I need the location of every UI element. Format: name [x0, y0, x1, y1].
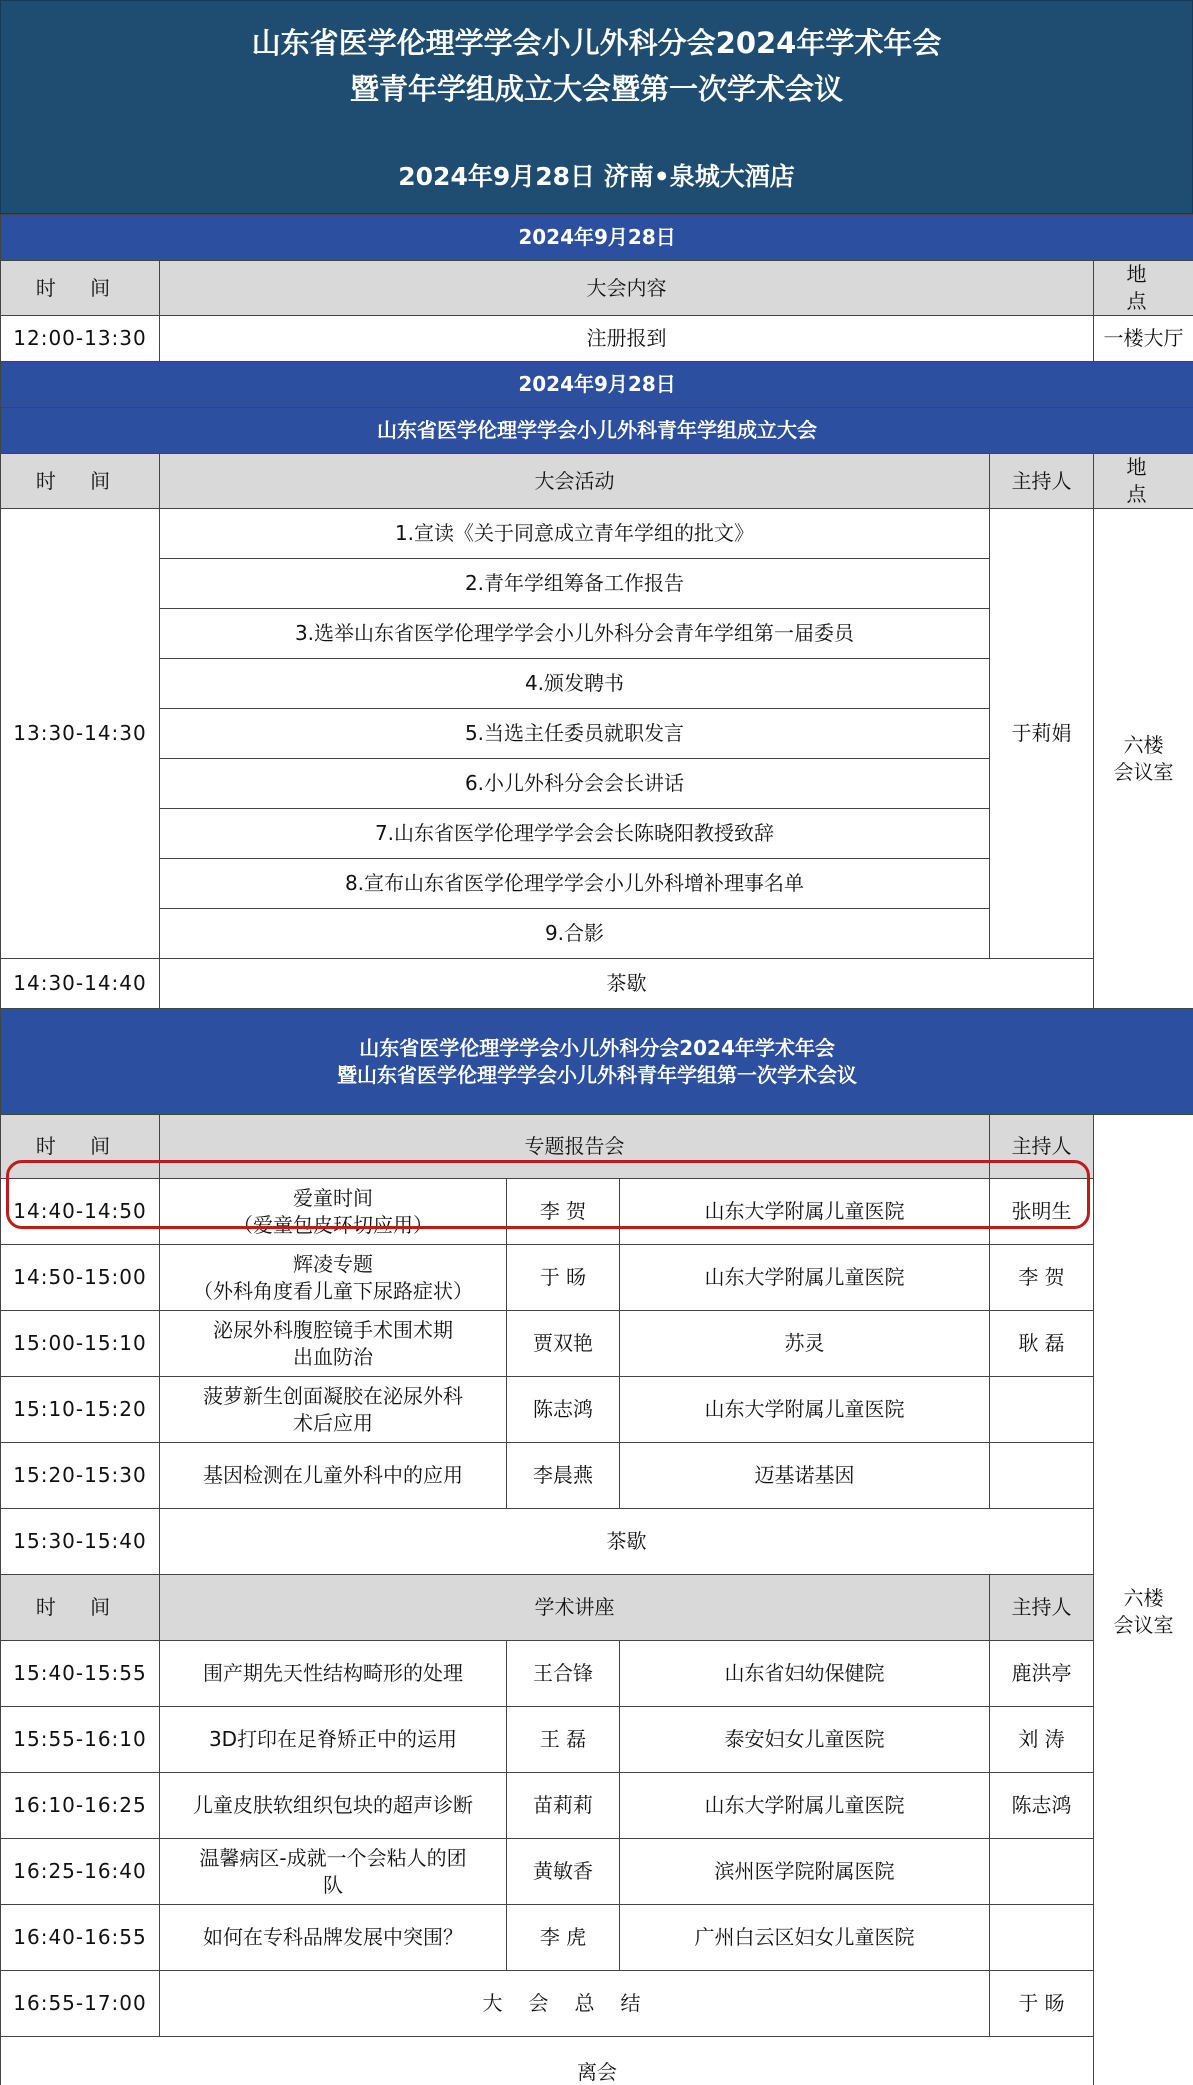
- lecture-org: 广州白云区妇女儿童医院: [620, 1905, 990, 1971]
- section2-col-activity: 大会活动: [160, 454, 990, 509]
- lecture-speaker: 黄敏香: [507, 1839, 620, 1905]
- lecture-host: [990, 1905, 1094, 1971]
- report-time: 15:20-15:30: [1, 1443, 160, 1509]
- lecture-host: 陈志鸿: [990, 1773, 1094, 1839]
- ceremony-item: 8.宣布山东省医学伦理学学会小儿外科增补理事名单: [160, 859, 990, 909]
- report-org: 山东大学附属儿童医院: [620, 1377, 990, 1443]
- lecture-org: 泰安妇女儿童医院: [620, 1707, 990, 1773]
- ceremony-item: 2.青年学组筹备工作报告: [160, 559, 990, 609]
- lecture-host: [990, 1839, 1094, 1905]
- ceremony-item: 1.宣读《关于同意成立青年学组的批文》: [160, 509, 990, 559]
- lecture-col-time: 时 间: [1, 1575, 160, 1641]
- lecture-org: 滨州医学院附属医院: [620, 1839, 990, 1905]
- section1-date-band: 2024年9月28日: [1, 215, 1193, 261]
- lecture-speaker: 苗莉莉: [507, 1773, 620, 1839]
- break1-label: 茶歇: [160, 959, 1094, 1009]
- conference-title-line2: 暨青年学组成立大会暨第一次学术会议: [349, 72, 843, 106]
- ceremony-item: 9.合影: [160, 909, 990, 959]
- registration-place: 一楼大厅: [1094, 316, 1193, 362]
- lecture-speaker: 王合锋: [507, 1641, 620, 1707]
- report-topic: 辉凌专题 （外科角度看儿童下尿路症状）: [160, 1245, 507, 1311]
- lecture-time: 16:25-16:40: [1, 1839, 160, 1905]
- section3-col-host: 主持人: [990, 1115, 1094, 1179]
- section3-title-line1: 山东省医学伦理学学会小儿外科分会2024年学术年会: [359, 1035, 835, 1060]
- registration-time: 12:00-13:30: [1, 316, 160, 362]
- section3-place: 六楼 会议室: [1094, 1115, 1193, 2085]
- lecture-topic: 温馨病区-成就一个会粘人的团 队: [160, 1839, 507, 1905]
- section2-col-place: 地 点: [1094, 454, 1193, 509]
- lecture-org: 山东大学附属儿童医院: [620, 1773, 990, 1839]
- ceremony-time: 13:30-14:30: [1, 509, 160, 959]
- section2-col-host: 主持人: [990, 454, 1094, 509]
- lecture-host: 鹿洪亭: [990, 1641, 1094, 1707]
- lecture-topic: 围产期先天性结构畸形的处理: [160, 1641, 507, 1707]
- section3-title-band: [1, 1009, 1193, 1115]
- section1-col-time: 时 间: [1, 261, 160, 316]
- conference-header: [0, 0, 1193, 214]
- report-time: 15:00-15:10: [1, 1311, 160, 1377]
- report-org: 迈基诺基因: [620, 1443, 990, 1509]
- report-topic: 爱童时间 （爱童包皮环切应用）: [160, 1179, 507, 1245]
- section3-col-time: 时 间: [1, 1115, 160, 1179]
- ceremony-host: 于莉娟: [990, 509, 1094, 959]
- lecture-org: 山东省妇幼保健院: [620, 1641, 990, 1707]
- ceremony-item: 7.山东省医学伦理学学会会长陈晓阳教授致辞: [160, 809, 990, 859]
- ceremony-place: 六楼 会议室: [1094, 509, 1193, 1009]
- section3-col-topic: 专题报告会: [160, 1115, 990, 1179]
- lecture-speaker: 李 虎: [507, 1905, 620, 1971]
- report-speaker: 于 旸: [507, 1245, 620, 1311]
- conference-title-line1: 山东省医学伦理学学会小儿外科分会2024年学术年会: [251, 26, 942, 60]
- ceremony-item: 6.小儿外科分会会长讲话: [160, 759, 990, 809]
- lecture-col-topic: 学术讲座: [160, 1575, 990, 1641]
- report-time: 15:10-15:20: [1, 1377, 160, 1443]
- closing-row: 离会: [1, 2037, 1193, 2085]
- report-speaker: 贾双艳: [507, 1311, 620, 1377]
- lecture-time: 15:55-16:10: [1, 1707, 160, 1773]
- section3-title-line2: 暨山东省医学伦理学学会小儿外科青年学组第一次学术会议: [337, 1062, 858, 1087]
- section2-title-band: 山东省医学伦理学学会小儿外科青年学组成立大会: [1, 408, 1193, 454]
- lecture-time: 15:40-15:55: [1, 1641, 160, 1707]
- report-host: 耿 磊: [990, 1311, 1094, 1377]
- report-time: 14:50-15:00: [1, 1245, 160, 1311]
- report-org: 山东大学附属儿童医院: [620, 1179, 990, 1245]
- section1-col-place: 地 点: [1094, 261, 1193, 316]
- report-host: [990, 1377, 1094, 1443]
- report-org: 苏灵: [620, 1311, 990, 1377]
- summary-time: 16:55-17:00: [1, 1971, 160, 2037]
- break2-label: 茶歇: [160, 1509, 1094, 1575]
- break1-time: 14:30-14:40: [1, 959, 160, 1009]
- section1-col-content: 大会内容: [160, 261, 1094, 316]
- registration-content: 注册报到: [160, 316, 1094, 362]
- report-topic: 泌尿外科腹腔镜手术围术期 出血防治: [160, 1311, 507, 1377]
- ceremony-item: 4.颁发聘书: [160, 659, 990, 709]
- section2-col-time: 时 间: [1, 454, 160, 509]
- report-host: 张明生: [990, 1179, 1094, 1245]
- lecture-topic: 如何在专科品牌发展中突围？: [160, 1905, 507, 1971]
- report-speaker: 李 贺: [507, 1179, 620, 1245]
- conference-date-venue: 2024年9月28日 济南•泉城大酒店: [398, 162, 795, 191]
- lecture-topic: 3D打印在足脊矫正中的运用: [160, 1707, 507, 1773]
- report-host: 李 贺: [990, 1245, 1094, 1311]
- ceremony-item: 5.当选主任委员就职发言: [160, 709, 990, 759]
- lecture-host: 刘 涛: [990, 1707, 1094, 1773]
- lecture-time: 16:40-16:55: [1, 1905, 160, 1971]
- ceremony-item: 3.选举山东省医学伦理学学会小儿外科分会青年学组第一届委员: [160, 609, 990, 659]
- schedule-table: [0, 214, 1193, 2085]
- summary-host: 于 旸: [990, 1971, 1094, 2037]
- lecture-speaker: 王 磊: [507, 1707, 620, 1773]
- report-org: 山东大学附属儿童医院: [620, 1245, 990, 1311]
- report-speaker: 陈志鸿: [507, 1377, 620, 1443]
- section2-date-band: 2024年9月28日: [1, 362, 1193, 408]
- report-time: 14:40-14:50: [1, 1179, 160, 1245]
- report-host: [990, 1443, 1094, 1509]
- lecture-topic: 儿童皮肤软组织包块的超声诊断: [160, 1773, 507, 1839]
- report-topic: 菠萝新生创面凝胶在泌尿外科 术后应用: [160, 1377, 507, 1443]
- lecture-col-host: 主持人: [990, 1575, 1094, 1641]
- lecture-time: 16:10-16:25: [1, 1773, 160, 1839]
- report-topic: 基因检测在儿童外科中的应用: [160, 1443, 507, 1509]
- summary-label: 大会总结: [160, 1971, 990, 2037]
- report-speaker: 李晨燕: [507, 1443, 620, 1509]
- break2-time: 15:30-15:40: [1, 1509, 160, 1575]
